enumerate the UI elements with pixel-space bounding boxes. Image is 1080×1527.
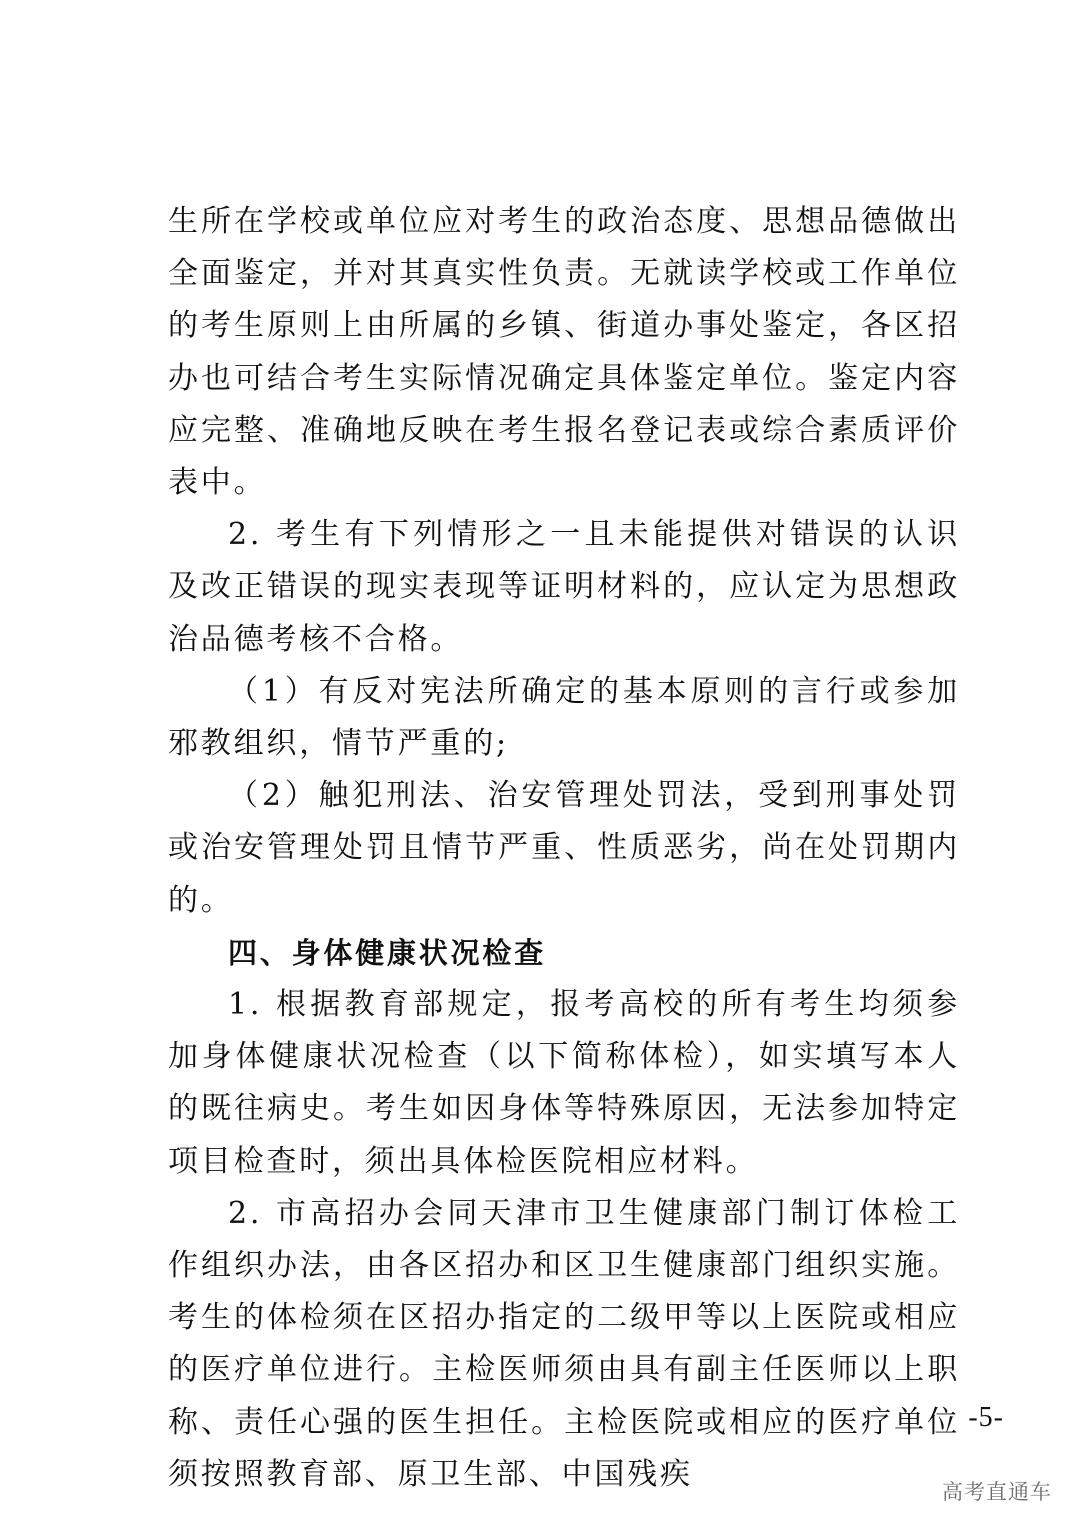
paragraph-subitem-1: （1）有反对宪法所确定的基本原则的言行或参加邪教组织，情节严重的;: [168, 673, 960, 762]
document-body: [168, 196, 960, 1501]
page-number: -5-: [968, 1402, 1004, 1433]
paragraph-health-2: 2. 市高招办会同天津市卫生健康部门制订体检工作组织办法，由各区招办和区卫生健康部门组织实施。考生的体检须在区招办指定的二级甲等以上医院或相应的医疗单位进行。主检医师须由具有副主任医师以上职称、责任心强的医生担任。主检医院或相应的医疗单位须按照教育部、原卫生部、中国残疾: [168, 1195, 960, 1492]
paragraph-health-1: 1. 根据教育部规定，报考高校的所有考生均须参加身体健康状况检查（以下简称体检），如实填写本人的既往病史。考生如因身体等特殊原因，无法参加特定项目检查时，须出具体检医院相应材料。: [168, 987, 960, 1179]
paragraph-item-2: 2. 考生有下列情形之一且未能提供对错误的认识及改正错误的现实表现等证明材料的，应认定为思想政治品德考核不合格。: [168, 517, 960, 657]
watermark-text: 高考直通车: [942, 1480, 1052, 1504]
section-heading: 四、身体健康状况检查: [228, 935, 547, 970]
paragraph-continued: 生所在学校或单位应对考生的政治态度、思想品德做出全面鉴定，并对其真实性负责。无就读学校或工作单位的考生原则上由所属的乡镇、街道办事处鉴定，各区招办也可结合考生实际情况确定具体鉴定单位。鉴定内容应完整、准确地反映在考生报名登记表或综合素质评价表中。: [168, 204, 960, 501]
paragraph-subitem-2: （2）触犯刑法、治安管理处罚法，受到刑事处罚或治安管理处罚且情节严重、性质恶劣，尚在处罚期内的。: [168, 778, 960, 918]
